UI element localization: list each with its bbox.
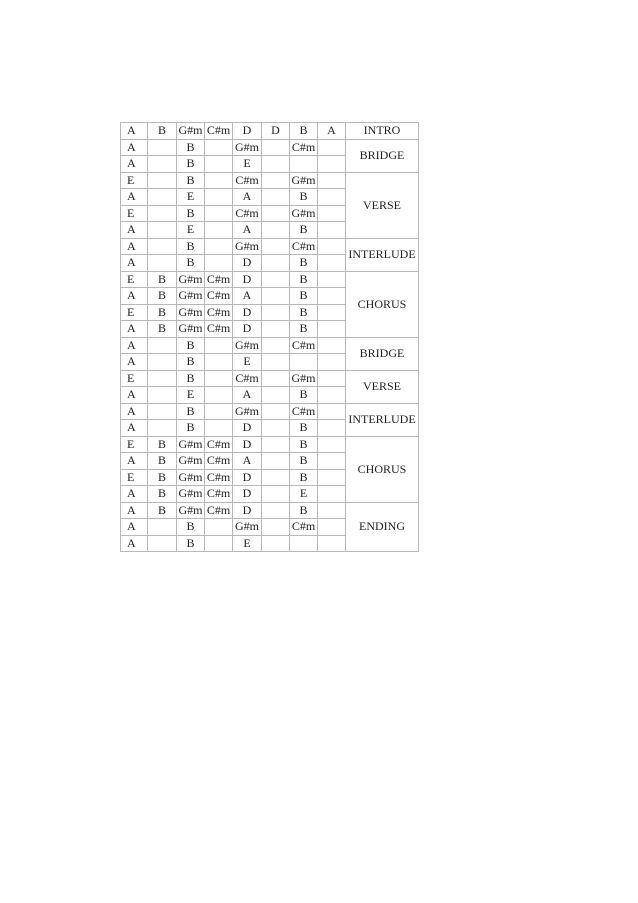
chord-cell <box>262 453 290 470</box>
chord-cell <box>318 337 346 354</box>
chord-cell <box>205 420 233 437</box>
chord-cell: B <box>177 403 205 420</box>
chord-cell <box>262 271 290 288</box>
chord-cell <box>205 535 233 552</box>
chord-cell: C#m <box>290 139 318 156</box>
chord-cell <box>318 535 346 552</box>
chord-cell <box>262 189 290 206</box>
chord-cell <box>148 337 177 354</box>
chord-cell <box>205 387 233 404</box>
chord-cell: D <box>233 255 262 272</box>
chord-cell: C#m <box>205 288 233 305</box>
chord-cell: C#m <box>205 123 233 140</box>
chord-cell <box>205 519 233 536</box>
chord-cell <box>318 370 346 387</box>
chord-cell <box>318 205 346 222</box>
chord-cell: C#m <box>205 453 233 470</box>
chord-cell: B <box>148 486 177 503</box>
chord-cell: D <box>233 321 262 338</box>
chord-cell <box>318 156 346 173</box>
chord-cell: D <box>233 469 262 486</box>
chord-cell: D <box>233 486 262 503</box>
chord-cell <box>262 337 290 354</box>
chord-cell: G#m <box>233 337 262 354</box>
chord-cell <box>262 387 290 404</box>
chord-cell: B <box>290 387 318 404</box>
chord-cell: E <box>233 354 262 371</box>
chord-cell: A <box>233 453 262 470</box>
chord-cell <box>262 139 290 156</box>
chord-cell: B <box>177 535 205 552</box>
chord-cell: A <box>121 255 148 272</box>
chord-cell: C#m <box>205 469 233 486</box>
chord-cell <box>318 387 346 404</box>
chord-cell: C#m <box>290 238 318 255</box>
chord-cell <box>262 502 290 519</box>
chord-row <box>121 172 419 189</box>
chord-cell: D <box>233 304 262 321</box>
chord-cell: B <box>290 255 318 272</box>
section-label: ENDING <box>346 502 419 552</box>
chord-cell <box>318 519 346 536</box>
chord-cell: B <box>148 304 177 321</box>
chord-cell <box>262 403 290 420</box>
section-label: INTERLUDE <box>346 238 419 271</box>
chord-cell <box>148 172 177 189</box>
chord-row <box>121 139 419 156</box>
chord-cell: C#m <box>233 205 262 222</box>
chord-row <box>121 337 419 354</box>
section-label: INTRO <box>346 123 419 140</box>
chord-cell: B <box>177 156 205 173</box>
chord-cell <box>262 436 290 453</box>
chord-cell <box>318 436 346 453</box>
chord-cell: B <box>290 304 318 321</box>
chord-cell: A <box>121 321 148 338</box>
chord-cell: G#m <box>233 139 262 156</box>
chord-cell: B <box>148 288 177 305</box>
chord-cell <box>148 420 177 437</box>
chord-cell: A <box>121 156 148 173</box>
chord-cell <box>262 222 290 239</box>
section-label: VERSE <box>346 370 419 403</box>
chord-cell: G#m <box>233 403 262 420</box>
chord-cell <box>318 222 346 239</box>
chord-cell <box>205 403 233 420</box>
chord-cell: E <box>177 222 205 239</box>
chord-cell <box>262 304 290 321</box>
chord-cell <box>148 205 177 222</box>
chord-cell <box>318 271 346 288</box>
chord-cell <box>148 255 177 272</box>
chord-cell <box>205 156 233 173</box>
chord-cell: E <box>121 370 148 387</box>
chord-cell <box>318 502 346 519</box>
chord-cell <box>318 139 346 156</box>
chord-cell <box>262 486 290 503</box>
chord-cell: D <box>262 123 290 140</box>
chord-cell: A <box>121 519 148 536</box>
section-label: VERSE <box>346 172 419 238</box>
chord-cell: A <box>121 123 148 140</box>
chord-cell <box>318 354 346 371</box>
chord-cell <box>318 420 346 437</box>
chord-cell: E <box>177 387 205 404</box>
chord-cell: D <box>233 502 262 519</box>
chord-cell: A <box>121 354 148 371</box>
chord-cell <box>318 403 346 420</box>
chord-cell <box>262 288 290 305</box>
chord-cell <box>205 189 233 206</box>
chord-cell: E <box>233 156 262 173</box>
chord-cell: G#m <box>178 436 203 451</box>
chord-cell <box>205 139 233 156</box>
chord-cell <box>148 535 177 552</box>
section-label: BRIDGE <box>346 337 419 370</box>
chord-cell: B <box>148 436 177 453</box>
chord-cell: E <box>121 271 148 288</box>
chord-cell <box>262 420 290 437</box>
chord-cell: B <box>290 288 318 305</box>
chord-cell: B <box>148 469 177 486</box>
chord-cell <box>290 156 318 173</box>
chord-cell <box>148 238 177 255</box>
chord-cell: G#m <box>178 304 203 319</box>
chord-cell: B <box>177 420 205 437</box>
chord-cell <box>318 255 346 272</box>
chord-cell: C#m <box>290 403 318 420</box>
chord-cell: C#m <box>205 486 233 503</box>
chord-cell: G#m <box>178 502 203 517</box>
chord-cell: C#m <box>205 304 233 321</box>
chord-cell: G#m <box>178 469 203 484</box>
chord-cell: A <box>121 238 148 255</box>
chord-cell: B <box>290 222 318 239</box>
chord-cell: G#m <box>291 172 316 187</box>
chord-cell: E <box>233 535 262 552</box>
chord-cell <box>148 519 177 536</box>
chord-cell: A <box>121 288 148 305</box>
chord-cell: C#m <box>205 321 233 338</box>
chord-cell <box>262 255 290 272</box>
chord-cell <box>262 156 290 173</box>
chord-cell: C#m <box>205 502 233 519</box>
chord-cell: B <box>177 354 205 371</box>
chord-row <box>121 123 419 140</box>
chord-cell <box>205 370 233 387</box>
chord-cell: A <box>121 420 148 437</box>
chord-cell: B <box>148 321 177 338</box>
chord-cell: B <box>290 420 318 437</box>
chord-cell: D <box>233 436 262 453</box>
chord-row <box>121 370 419 387</box>
section-label: BRIDGE <box>346 139 419 172</box>
chord-cell: G#m <box>178 453 203 468</box>
chord-cell <box>148 387 177 404</box>
chord-cell <box>205 255 233 272</box>
chord-cell <box>318 189 346 206</box>
chord-cell: A <box>121 337 148 354</box>
chord-cell <box>318 486 346 503</box>
chord-cell <box>318 288 346 305</box>
chord-cell: G#m <box>233 519 262 536</box>
chord-cell: B <box>290 271 318 288</box>
section-label: INTERLUDE <box>346 403 419 436</box>
chord-cell: G#m <box>178 321 203 336</box>
chord-cell <box>318 172 346 189</box>
chord-cell: D <box>233 271 262 288</box>
chord-cell: B <box>177 139 205 156</box>
chord-cell: A <box>121 502 148 519</box>
chord-cell: B <box>290 502 318 519</box>
chord-cell <box>148 189 177 206</box>
chord-cell <box>290 535 318 552</box>
chord-sheet <box>120 122 419 552</box>
chord-cell <box>262 238 290 255</box>
chord-cell: G#m <box>178 486 203 501</box>
chord-cell: C#m <box>205 271 233 288</box>
chord-cell: B <box>148 271 177 288</box>
chord-cell <box>318 469 346 486</box>
chord-cell <box>148 156 177 173</box>
chord-cell <box>318 238 346 255</box>
chord-row <box>121 271 419 288</box>
chord-cell <box>262 519 290 536</box>
chord-cell: A <box>121 139 148 156</box>
chord-cell: A <box>233 288 262 305</box>
chord-cell: C#m <box>290 519 318 536</box>
chord-cell <box>318 304 346 321</box>
chord-cell: B <box>290 469 318 486</box>
chord-row <box>121 502 419 519</box>
chord-cell: C#m <box>233 172 262 189</box>
chord-cell <box>148 370 177 387</box>
chord-cell <box>262 535 290 552</box>
chord-cell: B <box>177 370 205 387</box>
chord-cell: B <box>177 205 205 222</box>
chord-cell <box>262 354 290 371</box>
chord-cell <box>205 205 233 222</box>
chord-cell: E <box>121 172 148 189</box>
chord-cell: A <box>121 453 148 470</box>
chord-cell: E <box>177 189 205 206</box>
chord-cell: A <box>121 403 148 420</box>
chord-cell <box>205 238 233 255</box>
chord-cell: G#m <box>178 271 203 286</box>
section-label: CHORUS <box>346 436 419 502</box>
chord-cell: B <box>148 502 177 519</box>
section-label: CHORUS <box>346 271 419 337</box>
chord-cell: B <box>290 436 318 453</box>
chord-cell: A <box>121 535 148 552</box>
chord-cell <box>262 370 290 387</box>
chord-cell: E <box>121 304 148 321</box>
chord-cell: A <box>233 189 262 206</box>
chord-cell: A <box>318 123 346 140</box>
chord-cell: E <box>121 205 148 222</box>
chord-cell: B <box>177 255 205 272</box>
chord-cell: B <box>148 453 177 470</box>
chord-cell: E <box>121 469 148 486</box>
chord-cell <box>205 354 233 371</box>
chord-cell: G#m <box>233 238 262 255</box>
chord-cell: B <box>290 123 318 140</box>
chord-cell <box>148 403 177 420</box>
chord-row <box>121 436 419 453</box>
chord-cell <box>262 205 290 222</box>
chord-cell: A <box>233 222 262 239</box>
chord-cell: B <box>290 189 318 206</box>
chord-cell <box>205 172 233 189</box>
chord-table <box>120 122 419 552</box>
chord-cell <box>262 321 290 338</box>
chord-cell: G#m <box>178 288 203 303</box>
chord-cell <box>262 172 290 189</box>
chord-cell <box>262 469 290 486</box>
chord-cell: B <box>148 123 177 140</box>
chord-cell <box>148 222 177 239</box>
chord-cell <box>205 337 233 354</box>
chord-cell: B <box>177 519 205 536</box>
chord-cell: E <box>121 436 148 453</box>
chord-cell: D <box>233 123 262 140</box>
chord-cell: G#m <box>291 205 316 220</box>
chord-cell: A <box>121 189 148 206</box>
chord-row <box>121 403 419 420</box>
chord-cell: C#m <box>233 370 262 387</box>
chord-cell: C#m <box>205 436 233 453</box>
chord-cell: A <box>233 387 262 404</box>
chord-cell: G#m <box>291 370 316 385</box>
chord-row <box>121 238 419 255</box>
chord-cell <box>290 354 318 371</box>
chord-cell <box>205 222 233 239</box>
chord-cell: G#m <box>178 123 203 138</box>
chord-cell <box>318 453 346 470</box>
chord-cell: A <box>121 387 148 404</box>
chord-cell <box>148 354 177 371</box>
chord-cell: B <box>290 453 318 470</box>
chord-cell <box>148 139 177 156</box>
chord-cell: D <box>233 420 262 437</box>
chord-cell: B <box>177 238 205 255</box>
chord-cell: E <box>290 486 318 503</box>
chord-cell: B <box>290 321 318 338</box>
chord-table-body <box>121 123 419 552</box>
chord-cell: A <box>121 222 148 239</box>
chord-cell: B <box>177 337 205 354</box>
chord-cell: A <box>121 486 148 503</box>
chord-cell <box>318 321 346 338</box>
chord-cell: C#m <box>290 337 318 354</box>
chord-cell: B <box>177 172 205 189</box>
